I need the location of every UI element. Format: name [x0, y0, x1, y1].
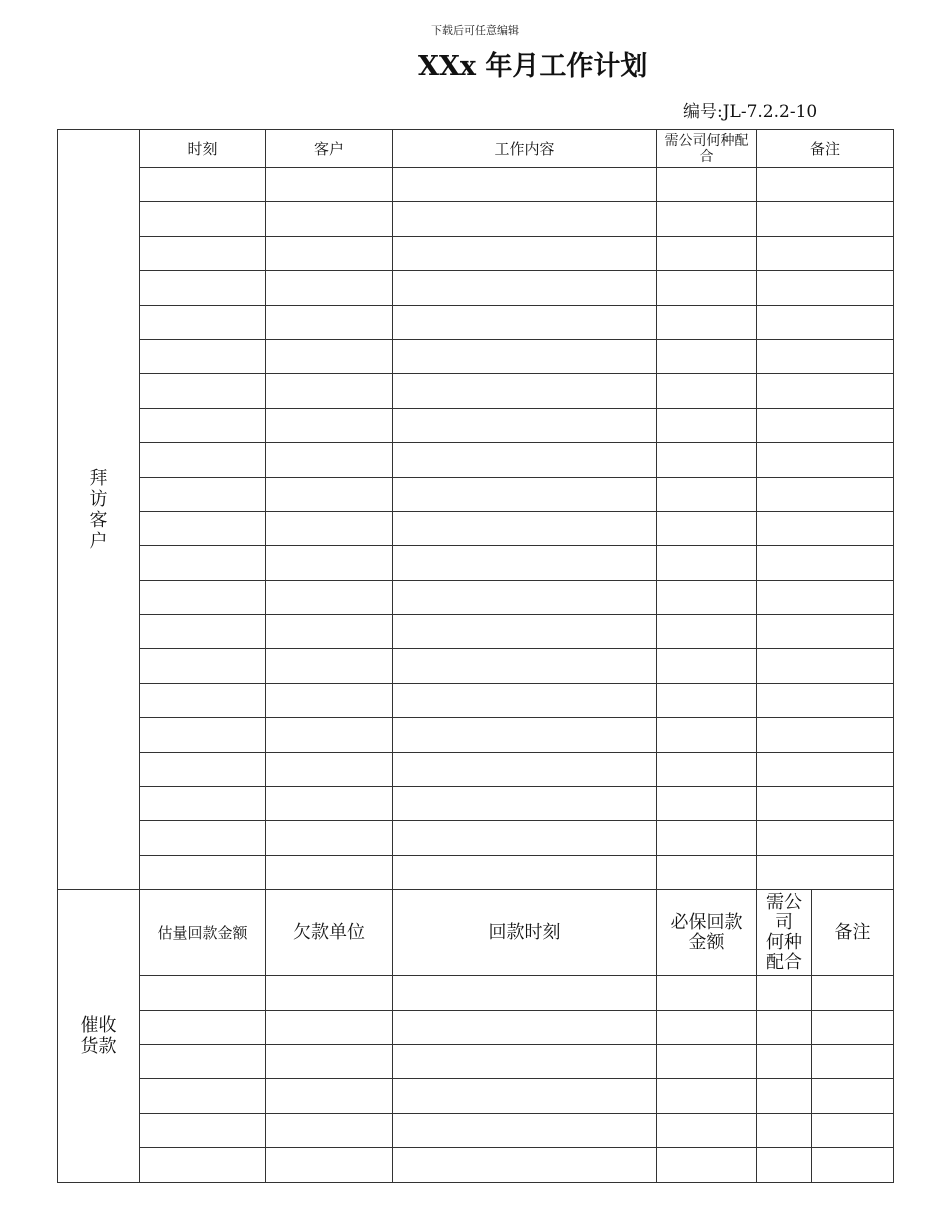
- visit-cell[interactable]: [266, 615, 393, 649]
- collect-row: [58, 1044, 894, 1078]
- header-work-content: 工作内容: [393, 130, 657, 168]
- collect-cell[interactable]: [393, 1044, 657, 1078]
- visit-cell[interactable]: [140, 752, 266, 786]
- visit-label-char: 拜: [89, 467, 108, 489]
- visit-row: [58, 477, 894, 511]
- visit-cell[interactable]: [757, 855, 894, 889]
- visit-cell[interactable]: [266, 202, 393, 236]
- visit-cell[interactable]: [757, 236, 894, 270]
- visit-cell[interactable]: [657, 305, 757, 339]
- visit-row: [58, 683, 894, 717]
- visit-row: [58, 718, 894, 752]
- header-payment-time: 回款时刻: [393, 890, 657, 976]
- visit-cell[interactable]: [757, 546, 894, 580]
- visit-cell[interactable]: [757, 580, 894, 614]
- visit-row: [58, 649, 894, 683]
- header-collect-support: [757, 890, 812, 976]
- visit-cell[interactable]: [757, 649, 894, 683]
- collect-support-line: 何种: [766, 931, 802, 953]
- visit-cell[interactable]: [266, 546, 393, 580]
- header-guaranteed-amount: [657, 890, 757, 976]
- collect-cell[interactable]: [812, 976, 894, 1010]
- visit-cell[interactable]: [393, 683, 657, 717]
- visit-cell[interactable]: [266, 580, 393, 614]
- visit-cell[interactable]: [657, 580, 757, 614]
- header-customer: 客户: [266, 130, 393, 168]
- visit-cell[interactable]: [140, 855, 266, 889]
- visit-cell[interactable]: [140, 443, 266, 477]
- visit-cell[interactable]: [657, 477, 757, 511]
- visit-cell[interactable]: [140, 683, 266, 717]
- visit-row: [58, 821, 894, 855]
- visit-cell[interactable]: [393, 202, 657, 236]
- visit-cell[interactable]: [757, 443, 894, 477]
- visit-row: [58, 168, 894, 202]
- visit-cell[interactable]: [757, 718, 894, 752]
- visit-row: [58, 236, 894, 270]
- guaranteed-line: 金额: [688, 931, 725, 953]
- visit-cell[interactable]: [657, 271, 757, 305]
- visit-cell[interactable]: [393, 236, 657, 270]
- visit-cell[interactable]: [657, 683, 757, 717]
- visit-cell[interactable]: [266, 477, 393, 511]
- collect-cell[interactable]: [757, 1010, 812, 1044]
- collect-cell[interactable]: [266, 1148, 393, 1182]
- visit-cell[interactable]: [140, 408, 266, 442]
- visit-cell[interactable]: [266, 339, 393, 373]
- collect-cell[interactable]: [757, 1044, 812, 1078]
- visit-cell[interactable]: [657, 168, 757, 202]
- visit-cell[interactable]: [393, 443, 657, 477]
- collect-cell[interactable]: [812, 1113, 894, 1147]
- visit-cell[interactable]: [657, 787, 757, 821]
- visit-cell[interactable]: [140, 787, 266, 821]
- collect-cell[interactable]: [140, 1148, 266, 1182]
- visit-cell[interactable]: [140, 718, 266, 752]
- visit-cell[interactable]: [393, 649, 657, 683]
- visit-cell[interactable]: [393, 855, 657, 889]
- visit-cell[interactable]: [393, 408, 657, 442]
- header-debtor: 欠款单位: [266, 890, 393, 976]
- collect-row: [58, 1148, 894, 1182]
- visit-cell[interactable]: [140, 580, 266, 614]
- visit-cell[interactable]: [657, 752, 757, 786]
- visit-cell[interactable]: [140, 374, 266, 408]
- visit-cell[interactable]: [757, 168, 894, 202]
- visit-cell[interactable]: [266, 168, 393, 202]
- header-collect-remark: 备注: [812, 890, 894, 976]
- visit-row: [58, 580, 894, 614]
- visit-cell[interactable]: [393, 374, 657, 408]
- visit-cell[interactable]: [266, 752, 393, 786]
- visit-cell[interactable]: [140, 339, 266, 373]
- collect-cell[interactable]: [266, 1079, 393, 1113]
- header-support-needed: [657, 130, 757, 168]
- visit-cell[interactable]: [393, 821, 657, 855]
- collect-cell[interactable]: [393, 1113, 657, 1147]
- collect-support-line: 司: [775, 911, 793, 933]
- visit-cell[interactable]: [140, 236, 266, 270]
- collect-cell[interactable]: [757, 1148, 812, 1182]
- visit-row: [58, 339, 894, 373]
- visit-cell[interactable]: [393, 787, 657, 821]
- visit-cell[interactable]: [757, 511, 894, 545]
- visit-cell[interactable]: [657, 821, 757, 855]
- visit-row: [58, 752, 894, 786]
- visit-cell[interactable]: [757, 752, 894, 786]
- collect-support-line: 配合: [766, 951, 802, 973]
- visit-row: [58, 202, 894, 236]
- collect-cell[interactable]: [140, 1113, 266, 1147]
- collect-cell[interactable]: [266, 1113, 393, 1147]
- collect-cell[interactable]: [812, 1044, 894, 1078]
- visit-row: [58, 408, 894, 442]
- visit-cell[interactable]: [266, 855, 393, 889]
- visit-row: [58, 443, 894, 477]
- visit-row: [58, 271, 894, 305]
- collect-cell[interactable]: [393, 1079, 657, 1113]
- visit-cell[interactable]: [657, 339, 757, 373]
- visit-cell[interactable]: [657, 615, 757, 649]
- visit-cell[interactable]: [757, 305, 894, 339]
- collect-cell[interactable]: [393, 976, 657, 1010]
- download-note: [0, 22, 950, 38]
- visit-cell[interactable]: [757, 787, 894, 821]
- visit-cell[interactable]: [140, 202, 266, 236]
- collect-cell[interactable]: [140, 1010, 266, 1044]
- visit-cell[interactable]: [657, 546, 757, 580]
- visit-cell[interactable]: [140, 511, 266, 545]
- visit-cell[interactable]: [266, 718, 393, 752]
- visit-cell[interactable]: [657, 855, 757, 889]
- visit-cell[interactable]: [140, 477, 266, 511]
- visit-cell[interactable]: [266, 374, 393, 408]
- visit-cell[interactable]: [266, 649, 393, 683]
- guaranteed-line: 必保回款: [670, 911, 743, 933]
- header-remark: 备注: [757, 130, 894, 168]
- visit-section-label: [58, 130, 140, 890]
- collect-cell[interactable]: [657, 1079, 757, 1113]
- visit-cell[interactable]: [757, 271, 894, 305]
- collect-cell[interactable]: [140, 1044, 266, 1078]
- visit-row: [58, 855, 894, 889]
- visit-cell[interactable]: [393, 615, 657, 649]
- collect-support-line: 需公: [766, 891, 802, 913]
- collect-cell[interactable]: [266, 1010, 393, 1044]
- visit-cell[interactable]: [657, 374, 757, 408]
- collect-cell[interactable]: [657, 976, 757, 1010]
- visit-cell[interactable]: [393, 168, 657, 202]
- visit-cell[interactable]: [393, 718, 657, 752]
- collect-label-line: 催收: [80, 1014, 117, 1036]
- collect-cell[interactable]: [393, 1148, 657, 1182]
- visit-cell[interactable]: [757, 821, 894, 855]
- visit-cell[interactable]: [657, 443, 757, 477]
- collect-cell[interactable]: [757, 1113, 812, 1147]
- visit-row: [58, 615, 894, 649]
- visit-cell[interactable]: [757, 477, 894, 511]
- visit-cell[interactable]: [393, 339, 657, 373]
- collect-cell[interactable]: [266, 976, 393, 1010]
- visit-row: [58, 511, 894, 545]
- page-title: XXx 年月工作计划: [418, 51, 648, 82]
- visit-cell[interactable]: [140, 546, 266, 580]
- visit-cell[interactable]: [266, 408, 393, 442]
- header-estimated-amount: 估量回款金额: [140, 890, 266, 976]
- collect-cell[interactable]: [812, 1079, 894, 1113]
- visit-cell[interactable]: [757, 374, 894, 408]
- visit-cell[interactable]: [140, 305, 266, 339]
- header-time: 时刻: [140, 130, 266, 168]
- visit-cell[interactable]: [657, 511, 757, 545]
- visit-cell[interactable]: [757, 408, 894, 442]
- visit-cell[interactable]: [393, 271, 657, 305]
- collect-cell[interactable]: [657, 1148, 757, 1182]
- visit-cell[interactable]: [393, 752, 657, 786]
- visit-cell[interactable]: [140, 168, 266, 202]
- visit-label-char: 访: [89, 488, 108, 510]
- collect-cell[interactable]: [812, 1148, 894, 1182]
- visit-cell[interactable]: [757, 615, 894, 649]
- collect-cell[interactable]: [657, 1113, 757, 1147]
- visit-cell[interactable]: [757, 202, 894, 236]
- visit-cell[interactable]: [266, 271, 393, 305]
- collect-cell[interactable]: [757, 1079, 812, 1113]
- collect-cell[interactable]: [812, 1010, 894, 1044]
- visit-row: [58, 305, 894, 339]
- collect-row: [58, 1010, 894, 1044]
- visit-row: [58, 546, 894, 580]
- collect-cell[interactable]: [266, 1044, 393, 1078]
- visit-cell[interactable]: [657, 408, 757, 442]
- visit-cell[interactable]: [657, 718, 757, 752]
- download-note-text: 下载后可任意编辑: [431, 24, 519, 37]
- visit-cell[interactable]: [266, 511, 393, 545]
- collect-cell[interactable]: [657, 1044, 757, 1078]
- visit-label-char: 户: [89, 530, 108, 552]
- document-code: 编号:JL-7.2.2-10: [683, 102, 818, 122]
- collect-row: [58, 976, 894, 1010]
- visit-cell[interactable]: [393, 511, 657, 545]
- collect-cell[interactable]: [393, 1010, 657, 1044]
- collect-row: [58, 1079, 894, 1113]
- visit-cell[interactable]: [266, 236, 393, 270]
- collect-cell[interactable]: [140, 976, 266, 1010]
- visit-cell[interactable]: [140, 615, 266, 649]
- visit-cell[interactable]: [140, 649, 266, 683]
- visit-cell[interactable]: [757, 683, 894, 717]
- visit-row: [58, 374, 894, 408]
- visit-cell[interactable]: [140, 821, 266, 855]
- collect-label-line: 货款: [80, 1035, 117, 1057]
- collect-cell[interactable]: [757, 976, 812, 1010]
- collect-row: [58, 1113, 894, 1147]
- visit-cell[interactable]: [393, 580, 657, 614]
- visit-header-row: [58, 130, 894, 168]
- collect-cell[interactable]: [140, 1079, 266, 1113]
- visit-cell[interactable]: [266, 305, 393, 339]
- visit-cell[interactable]: [657, 649, 757, 683]
- visit-cell[interactable]: [657, 202, 757, 236]
- collect-header-row: [58, 890, 894, 976]
- collect-section-label: [58, 890, 140, 1182]
- visit-cell[interactable]: [266, 821, 393, 855]
- visit-cell[interactable]: [757, 339, 894, 373]
- visit-cell[interactable]: [266, 787, 393, 821]
- header-support-needed-text: 需公司何种配合: [664, 132, 749, 165]
- work-plan-table: [57, 129, 894, 1183]
- visit-row: [58, 787, 894, 821]
- collect-cell[interactable]: [657, 1010, 757, 1044]
- visit-cell[interactable]: [140, 271, 266, 305]
- visit-cell[interactable]: [657, 236, 757, 270]
- visit-cell[interactable]: [393, 305, 657, 339]
- visit-label-char: 客: [89, 509, 108, 531]
- visit-cell[interactable]: [266, 443, 393, 477]
- visit-cell[interactable]: [393, 477, 657, 511]
- visit-cell[interactable]: [266, 683, 393, 717]
- visit-cell[interactable]: [393, 546, 657, 580]
